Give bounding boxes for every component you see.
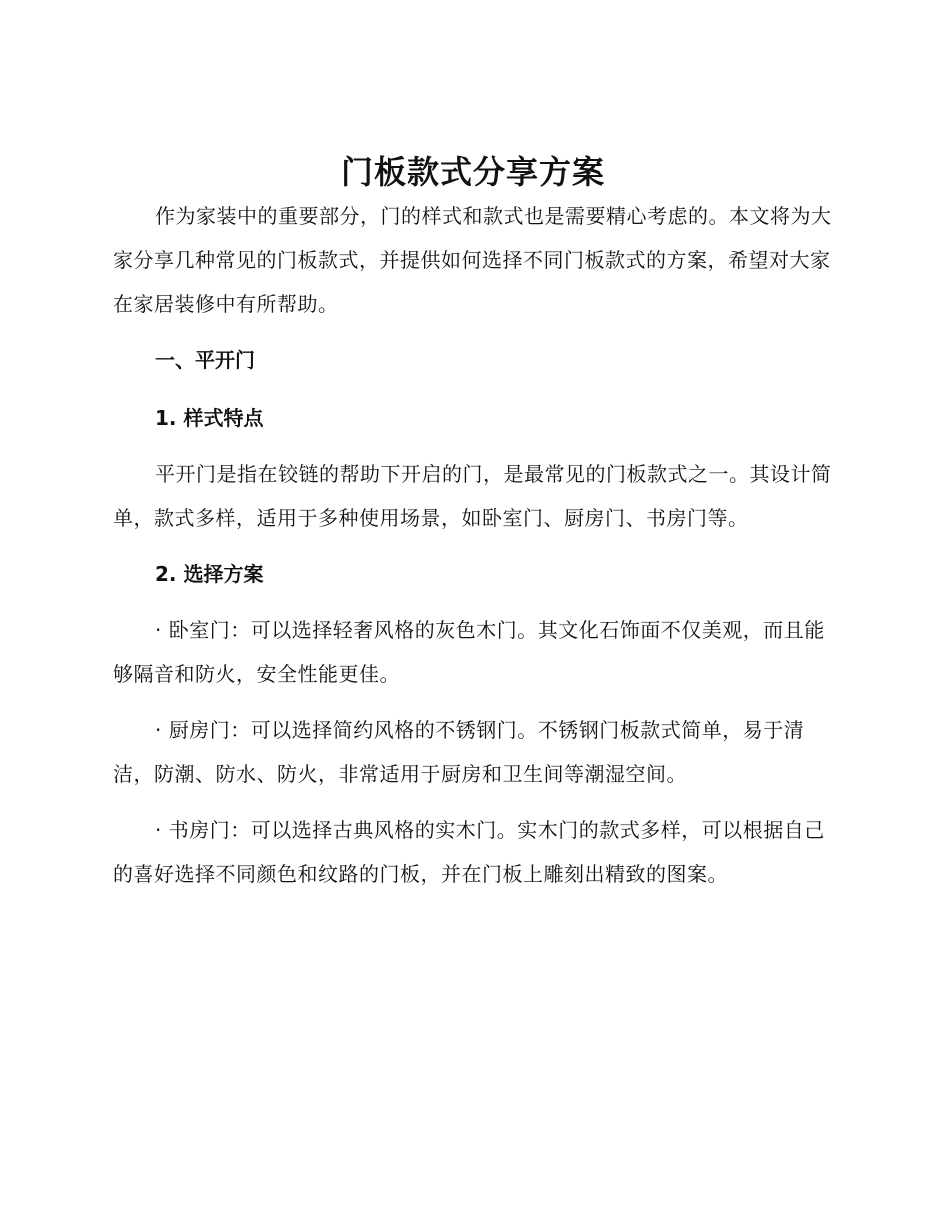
document-body (113, 150, 833, 896)
spacer (113, 596, 833, 608)
bedroom-door-item: · 卧室门：可以选择轻奢风格的灰色木门。其文化石饰面不仅美观，而且能够隔音和防火，安全性能更佳。 (113, 618, 825, 686)
spacer (113, 382, 833, 396)
spacer (113, 540, 833, 552)
spacer (113, 440, 833, 452)
spacer (113, 696, 833, 708)
style-paragraph: 平开门是指在铰链的帮助下开启的门，是最常见的门板款式之一。其设计简单，款式多样，适用于多种使用场景，如卧室门、厨房门、书房门等。 (113, 462, 832, 530)
subsection-heading-style: 1. 样式特点 (155, 406, 264, 430)
spacer (113, 326, 833, 338)
intro-paragraph: 作为家装中的重要部分，门的样式和款式也是需要精心考虑的。本文将为大家分享几种常见的门板款式，并提供如何选择不同门板款式的方案，希望对大家在家居装修中有所帮助。 (113, 204, 832, 316)
document-title: 门板款式分享方案 (340, 153, 605, 191)
spacer (113, 796, 833, 808)
subsection-heading-choice: 2. 选择方案 (155, 562, 264, 586)
study-door-item: · 书房门：可以选择古典风格的实木门。实木门的款式多样，可以根据自己的喜好选择不同颜色和纹路的门板，并在门板上雕刻出精致的图案。 (113, 818, 825, 886)
kitchen-door-item: · 厨房门：可以选择简约风格的不锈钢门。不锈钢门板款式简单，易于清洁，防潮、防水、防火，非常适用于厨房和卫生间等潮湿空间。 (113, 718, 805, 786)
section-heading-swing-door: 一、平开门 (155, 348, 255, 372)
